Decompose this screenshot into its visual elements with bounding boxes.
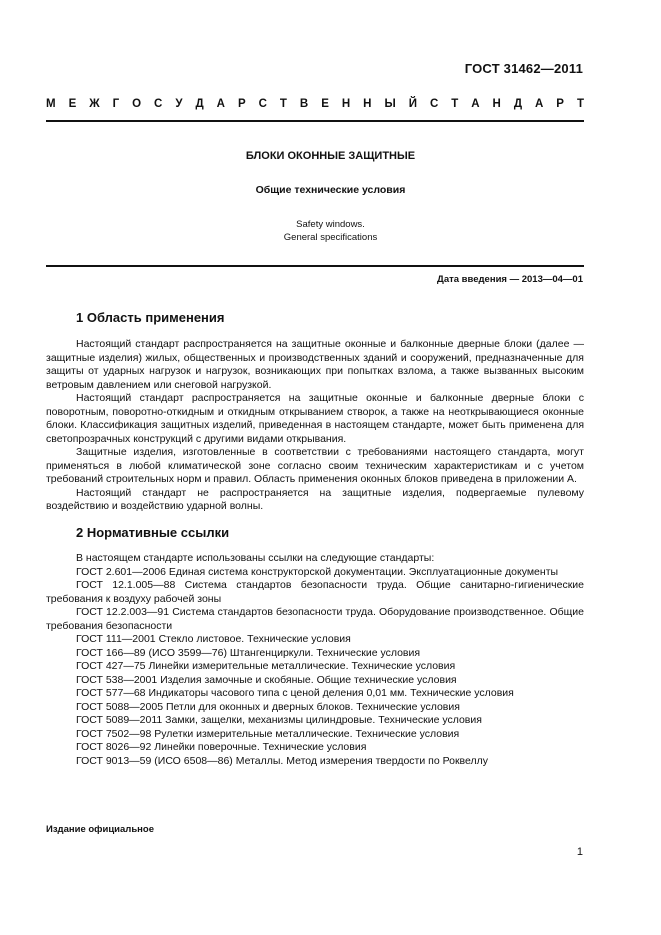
introduction-date: Дата введения — 2013—04—01 (437, 274, 583, 285)
reference-item: ГОСТ 2.601—2006 Единая система конструкторской документации. Эксплуатационные документы (76, 565, 559, 578)
reference-item: ГОСТ 427—75 Линейки измерительные металлические. Технические условия (76, 660, 456, 672)
section-2-heading: 2 Нормативные ссылки (76, 525, 230, 540)
section-2-body (46, 552, 584, 768)
section-1-paragraph: Настоящий стандарт распространяется на защитные оконные и балконные дверные блоки (далее — защитные изделия) жилых, общественных и производственных зданий и сооружений, предназначенные для защиты от ударных нагрузок и нагрузок, возникающих при попытках взлома, а также вызванных высоким ветровым давлением или снеговой нагрузкой. (46, 338, 584, 391)
document-title: БЛОКИ ОКОННЫЕ ЗАЩИТНЫЕ (245, 150, 416, 162)
document-code: ГОСТ 31462—2011 (464, 61, 583, 76)
reference-item: ГОСТ 12.2.003—91 Система стандартов безопасности труда. Оборудование производственное. Общие требования безопасности (46, 606, 584, 632)
section-2-intro: В настоящем стандарте использованы ссылки на следующие стандарты: (76, 552, 435, 564)
reference-item: ГОСТ 7502—98 Рулетки измерительные металлические. Технические условия (76, 727, 460, 740)
document-subtitle: Общие технические условия (255, 184, 406, 196)
reference-item: ГОСТ 8026—92 Линейки поверочные. Технические условия (76, 741, 367, 753)
reference-item: ГОСТ 538—2001 Изделия замочные и скобяные. Общие технические условия (76, 673, 457, 686)
reference-item: ГОСТ 9013—59 (ИСО 6508—86) Металлы. Метод измерения твердости по Роквеллу (76, 754, 489, 767)
page-number: 1 (576, 846, 583, 858)
reference-item: ГОСТ 5088—2005 Петли для оконных и дверных блоков. Технические условия (76, 700, 460, 713)
english-title (0, 218, 661, 244)
official-edition-label: Издание официальное (46, 824, 154, 835)
reference-item: ГОСТ 5089—2011 Замки, защелки, механизмы цилиндровые. Технические условия (76, 714, 482, 726)
english-title-line-1: Safety windows. (296, 219, 365, 230)
section-1-paragraph: Настоящий стандарт не распространяется на защитные изделия, подвергаемые пулевому воздействию и воздействию ударной волны. (46, 486, 584, 512)
reference-item: ГОСТ 111—2001 Стекло листовое. Технические условия (76, 633, 351, 645)
top-divider (46, 120, 584, 122)
section-1-paragraph: Настоящий стандарт распространяется на защитные оконные и балконные дверные блоки с поворотным, поворотно-откидным и откидным открыванием створок, а также на неоткрывающиеся оконные блоки. Классификация защитных изделий, приведенная в настоящем стандарте, может быть применена для светопрозрачных конструкций с другими видами открывания. (46, 392, 584, 445)
middle-divider (46, 265, 584, 267)
section-1-paragraph: Защитные изделия, изготовленные в соответствии с требованиями настоящего стандарта, могут применяться в любой климатической зоне согласно своим техническим характеристикам и с учетом требований строительных норм и правил. Область применения оконных блоков приведена в приложении А. (46, 446, 584, 485)
interstate-standard-label: М Е Ж Г О С У Д А Р С Т В Е Н Н Ы Й С Т А Н Д А Р Т (46, 98, 584, 110)
section-1-body (46, 338, 584, 514)
reference-item: ГОСТ 577—68 Индикаторы часового типа с ценой деления 0,01 мм. Технические условия (76, 687, 514, 699)
english-title-line-2: General specifications (283, 232, 378, 243)
reference-item: ГОСТ 12.1.005—88 Система стандартов безопасности труда. Общие санитарно-гигиенические требования к воздуху рабочей зоны (46, 579, 584, 605)
reference-item: ГОСТ 166—89 (ИСО 3599—76) Штангенциркули. Технические условия (76, 646, 421, 659)
section-1-heading: 1 Область применения (76, 310, 225, 325)
